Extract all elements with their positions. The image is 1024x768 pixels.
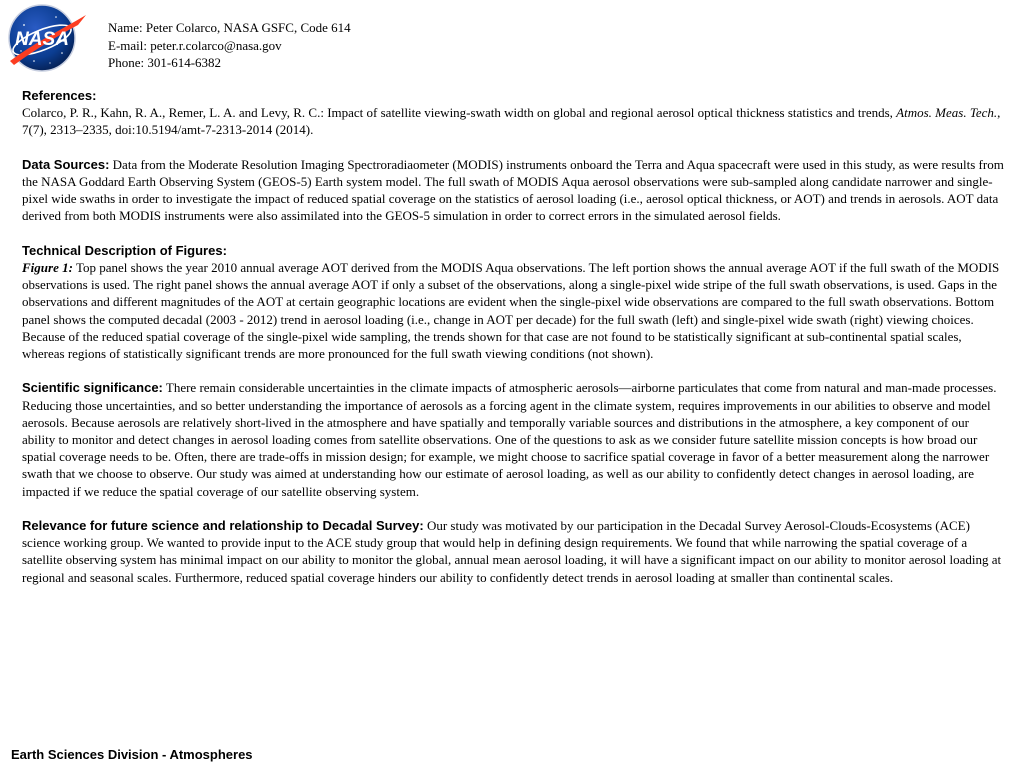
contact-email: E-mail: peter.r.colarco@nasa.gov [108, 37, 282, 53]
figure-label: Figure 1: [22, 260, 73, 275]
technical-heading: Technical Description of Figures: [22, 242, 227, 258]
references-journal: Atmos. Meas. Tech. [896, 105, 998, 121]
main-content [22, 87, 1004, 603]
references-citation-tail: , 7(7), 2313–2335, doi:10.5194/amt-7-2313-2014 (2014). [22, 105, 1001, 138]
nasa-logo [4, 3, 88, 73]
references-citation: Colarco, P. R., Kahn, R. A., Remer, L. A. and Levy, R. C.: Impact of satellite viewing-swath width on global and regional aerosol optical thickness statistics and trends, [22, 105, 893, 121]
logo-wordmark: NASA [15, 29, 69, 50]
contact-block [108, 19, 351, 72]
data-sources-text: Data from the Moderate Resolution Imaging Spectroradiaometer (MODIS) instruments onboard the Terra and Aqua spacecraft were used in this study, as were results from the NASA Goddard Earth Observing System (GEOS-5) Earth system model. The full swath of MODIS Aqua aerosol observations were sub-sampled along candidate narrower and single-pixel wide swaths in order to investigate the impact of reduced spatial coverage on the statistics of aerosol loading (i.e., aerosol optical thickness, or AOT) and trends in aerosols. AOT data derived from both MODIS instruments were also assimilated into the GEOS-5 simulation in order to correct errors in the simulated aerosol fields. [22, 156, 1004, 224]
significance-heading: Scientific significance: [22, 380, 163, 396]
footer-division: Earth Sciences Division - Atmospheres [11, 747, 253, 762]
data-sources-heading: Data Sources: [22, 156, 110, 172]
relevance-heading: Relevance for future science and relationship to Decadal Survey: [22, 518, 424, 534]
technical-text: Top panel shows the year 2010 annual average AOT derived from the MODIS Aqua observations. The left portion shows the annual average AOT if the full swath of the MODIS observations is used. The right panel shows the annual average AOT if only a subset of the observations, along a single-pixel wide stripe of the full swath observations, is used. Gaps in the observations and different magnitudes of the AOT at certain geographic locations are evident when the single-pixel wide observations are compared to the full swath observations. Bottom panel shows the computed decadal (2003 - 2012) trend in aerosol loading (i.e., change in AOT per decade) for the full swath (left) and single-pixel wide swath (right) viewing choices. Because of the reduced spatial coverage of the single-pixel wide sampling, the trends shown for that case are not found to be statistically significant at sub-continental spatial scales, whereas regions of statistically significant trends are more pronounced for the full swath viewing conditions (not shown). [22, 260, 1000, 362]
nasa-meatball-icon [4, 3, 88, 73]
references-section [22, 87, 1004, 139]
references-heading: References: [22, 88, 97, 103]
contact-phone: Phone: 301-614-6382 [108, 55, 222, 70]
data-sources-section [22, 156, 1004, 225]
relevance-text: Our study was motivated by our participation in the Decadal Survey Aerosol-Clouds-Ecosystems (ACE) science working group. We wanted to provide input to the ACE study group that would help in defining design requirements. We found that while narrowing the spatial coverage of a satellite observing system has minimal impact on our ability to monitor the global, annual mean aerosol loading, it will have a significant impact on our ability to monitor aerosol loading at regional and seasonal scales. Furthermore, reduced spatial coverage hinders our ability to confidently detect trends in aerosol loading at smaller than continental scales. [22, 518, 1002, 585]
significance-text: There remain considerable uncertainties in the climate impacts of atmospheric aerosols—airborne particulates that come from natural and man-made processes. Reducing those uncertainties, and so better understanding the importance of aerosols as a forcing agent in the climate system, requires improvements in our abilities to observe and model aerosols. Because aerosols are relatively short-lived in the atmosphere and have spatially and temporally variable sources and distributions in the atmosphere, a key component of our ability to monitor and detect changes in aerosol loading comes from satellite observations. One of the questions to ask as we consider future satellite mission concepts is how broad our spatial coverage needs to be. Often, there are trade-offs in mission design; for example, we might choose to sacrifice spatial coverage in favor of a better measurement along the narrower swath that we choose to observe. Our study was aimed at understanding how our estimate of aerosol loading, as well as our ability to confidently detect changes in aerosol loading, are impacted if we reduce the spatial coverage of our satellite observing system. [22, 380, 997, 499]
contact-name: Name: Peter Colarco, NASA GSFC, Code 614 [108, 20, 351, 35]
significance-section [22, 379, 1004, 499]
technical-section [22, 242, 1004, 362]
relevance-section [22, 517, 1004, 586]
